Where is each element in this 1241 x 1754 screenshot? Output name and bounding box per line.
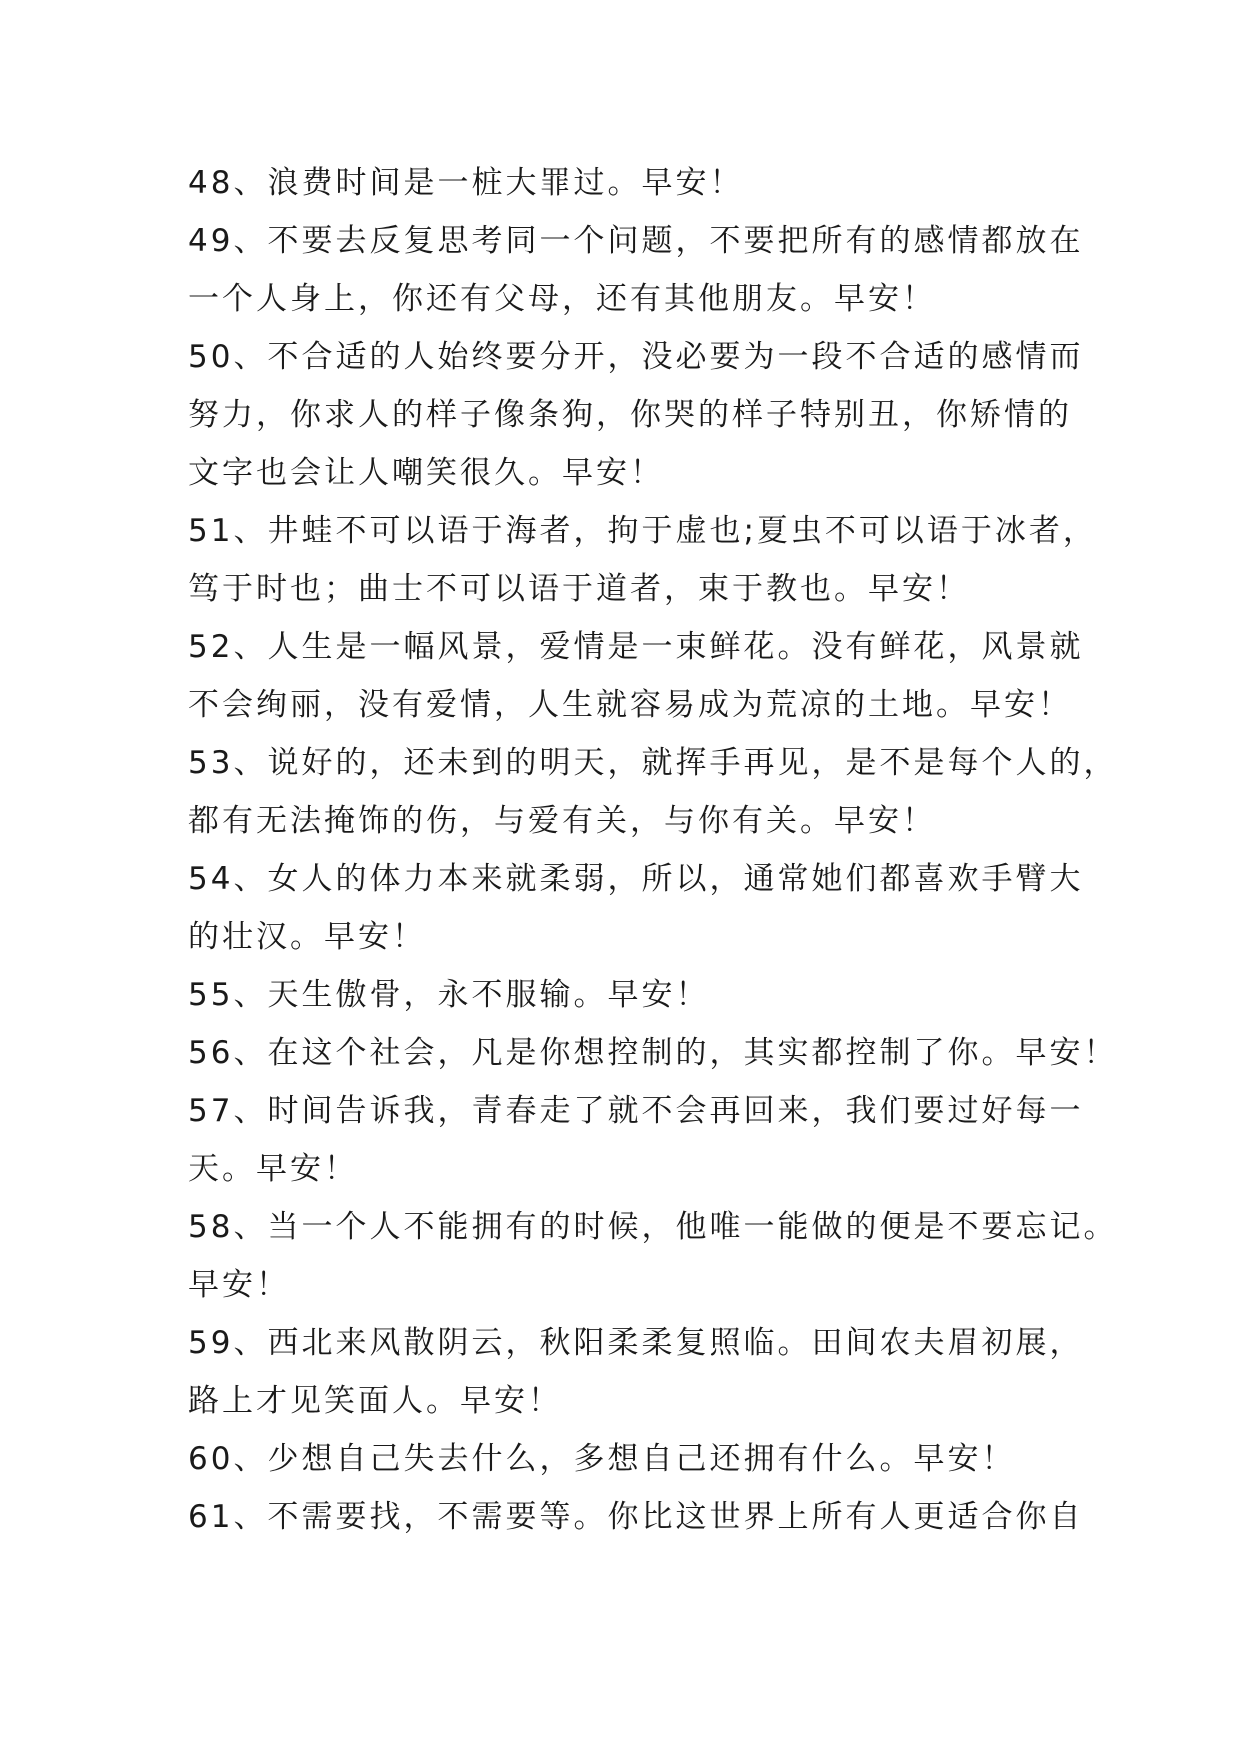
text-line: 的壮汉。早安！ — [188, 919, 426, 955]
text-line: 58、当一个人不能拥有的时候，他唯一能做的便是不要忘记。 — [188, 1209, 1118, 1245]
text-line: 天。早安！ — [188, 1151, 358, 1187]
document-body — [188, 154, 1118, 1546]
text-line: 49、不要去反复思考同一个问题，不要把所有的感情都放在 — [188, 223, 1084, 259]
text-line: 都有无法掩饰的伤，与爱有关，与你有关。早安！ — [188, 803, 936, 839]
text-line: 51、井蛙不可以语于海者，拘于虚也;夏虫不可以语于冰者， — [188, 513, 1097, 549]
text-line: 笃于时也；曲士不可以语于道者，束于教也。早安！ — [188, 571, 970, 607]
text-line: 56、在这个社会，凡是你想控制的，其实都控制了你。早安！ — [188, 1035, 1118, 1071]
text-line: 53、说好的，还未到的明天，就挥手再见，是不是每个人的， — [188, 745, 1118, 781]
text-line: 文字也会让人嘲笑很久。早安！ — [188, 455, 664, 491]
text-line: 54、女人的体力本来就柔弱，所以，通常她们都喜欢手臂大 — [188, 861, 1084, 897]
text-line: 52、人生是一幅风景，爱情是一束鲜花。没有鲜花，风景就 — [188, 629, 1084, 665]
text-line: 55、天生傲骨，永不服输。早安！ — [188, 977, 710, 1013]
text-line: 48、浪费时间是一桩大罪过。早安！ — [188, 165, 744, 201]
text-line: 不会绚丽，没有爱情，人生就容易成为荒凉的土地。早安！ — [188, 687, 1072, 723]
text-line: 57、时间告诉我，青春走了就不会再回来，我们要过好每一 — [188, 1093, 1084, 1129]
text-line: 59、西北来风散阴云，秋阳柔柔复照临。田间农夫眉初展， — [188, 1325, 1084, 1361]
text-line: 50、不合适的人始终要分开，没必要为一段不合适的感情而 — [188, 339, 1084, 375]
text-line: 一个人身上，你还有父母，还有其他朋友。早安！ — [188, 281, 936, 317]
text-line: 61、不需要找，不需要等。你比这世界上所有人更适合你自 — [188, 1499, 1084, 1535]
text-line: 路上才见笑面人。早安！ — [188, 1383, 562, 1419]
text-line: 努力，你求人的样子像条狗，你哭的样子特别丑，你矫情的 — [188, 397, 1072, 433]
text-line: 早安！ — [188, 1267, 290, 1303]
text-line: 60、少想自己失去什么，多想自己还拥有什么。早安！ — [188, 1441, 1016, 1477]
